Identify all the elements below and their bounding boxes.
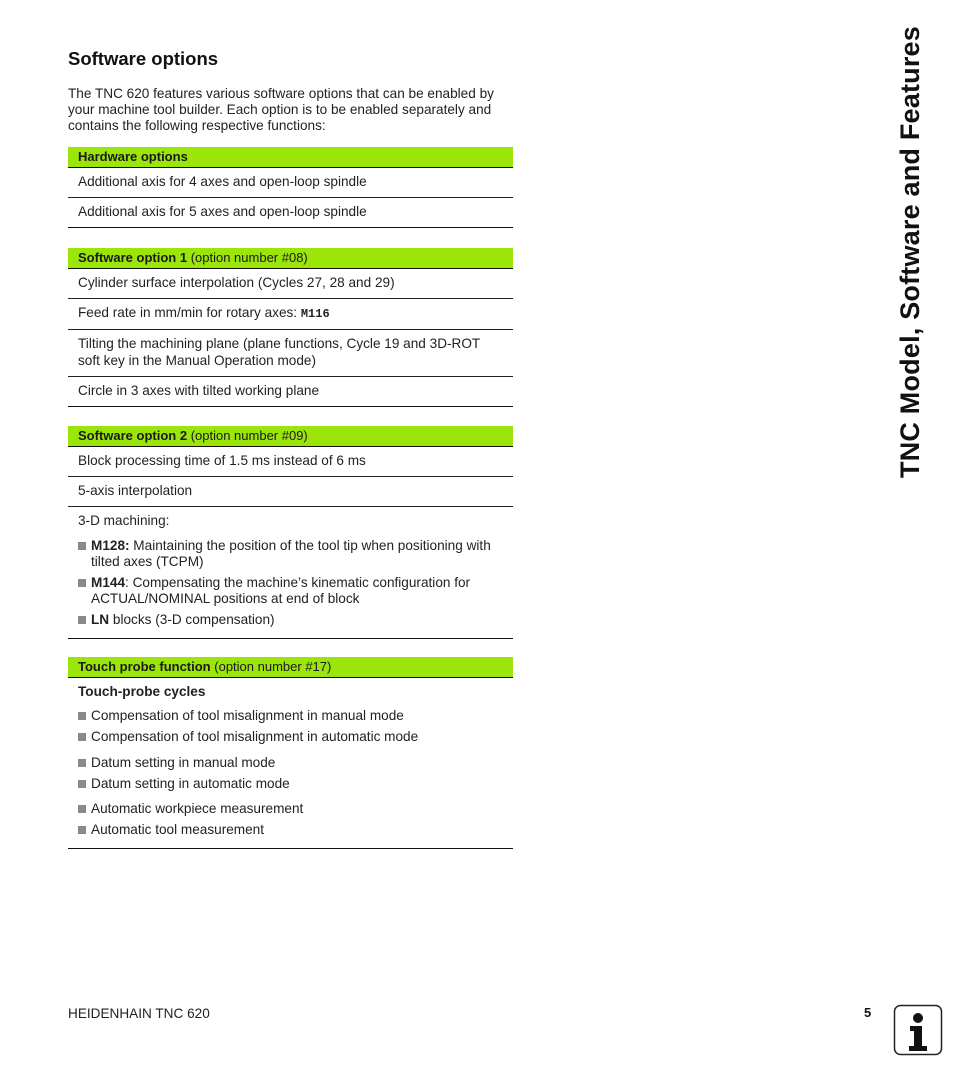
info-icon <box>893 1004 943 1056</box>
table-header-title: Software option 1 <box>78 250 188 265</box>
list-item: Datum setting in automatic mode <box>78 776 503 792</box>
software-option-2-table <box>68 426 513 639</box>
hardware-options-table <box>68 147 513 228</box>
list-item: Automatic tool measurement <box>78 822 503 838</box>
footer-text: HEIDENHAIN TNC 620 <box>68 1006 210 1021</box>
bullet-key: M128: <box>91 537 130 553</box>
list-item <box>78 538 503 570</box>
table-header-title: Touch probe function <box>78 659 211 674</box>
table-row: Circle in 3 axes with tilted working plane <box>68 377 513 407</box>
option-number: (option number #09) <box>190 428 308 443</box>
table-row <box>68 678 513 849</box>
table-row: Tilting the machining plane (plane functions, Cycle 19 and 3D-ROT soft key in the Manual Operation mode) <box>68 330 513 376</box>
table-row: Block processing time of 1.5 ms instead of 6 ms <box>68 447 513 477</box>
touch-probe-table <box>68 657 513 849</box>
list-item: Datum setting in manual mode <box>78 755 503 771</box>
table-header-title: Hardware options <box>78 149 188 164</box>
table-header <box>68 426 513 447</box>
code-m116: M116 <box>300 307 330 322</box>
bullet-text: : Compensating the machine’s kinematic configuration for ACTUAL/NOMINAL positions at end of block <box>91 575 471 607</box>
list-item <box>78 612 503 628</box>
table-header <box>68 248 513 269</box>
list-item: Automatic workpiece measurement <box>78 801 503 817</box>
list-item: Compensation of tool misalignment in manual mode <box>78 708 503 724</box>
table-row: Cylinder surface interpolation (Cycles 27, 28 and 29) <box>68 269 513 299</box>
list-item <box>78 575 503 607</box>
table-header <box>68 657 513 678</box>
option-number: (option number #17) <box>214 659 332 674</box>
intro-paragraph: The TNC 620 features various software options that can be enabled by your machine tool builder. Each option is to be enabled separately and contains the following respective functions: <box>68 86 494 134</box>
table-row: 5-axis interpolation <box>68 477 513 507</box>
bullet-text: blocks (3-D compensation) <box>109 612 275 628</box>
row-label: 3-D machining: <box>78 513 170 529</box>
chapter-side-title: TNC Model, Software and Features <box>895 26 925 478</box>
section-heading: Software options <box>68 48 219 69</box>
software-option-1-table <box>68 248 513 407</box>
table-row: Additional axis for 4 axes and open-loop spindle <box>68 168 513 198</box>
table-row <box>68 507 513 638</box>
subheading: Touch-probe cycles <box>78 684 206 699</box>
row-text: Feed rate in mm/min for rotary axes: <box>78 305 301 321</box>
table-header-title: Software option 2 <box>78 428 188 443</box>
bullet-text: Maintaining the position of the tool tip when positioning with tilted axes (TCPM) <box>91 537 491 569</box>
table-row: Additional axis for 5 axes and open-loop spindle <box>68 198 513 228</box>
page-number: 5 <box>864 1005 872 1020</box>
table-row <box>68 299 513 330</box>
bullet-key: LN <box>91 612 110 628</box>
option-number: (option number #08) <box>190 250 308 265</box>
table-header <box>68 147 513 168</box>
list-item: Compensation of tool misalignment in automatic mode <box>78 729 503 745</box>
bullet-key: M144 <box>91 575 126 591</box>
